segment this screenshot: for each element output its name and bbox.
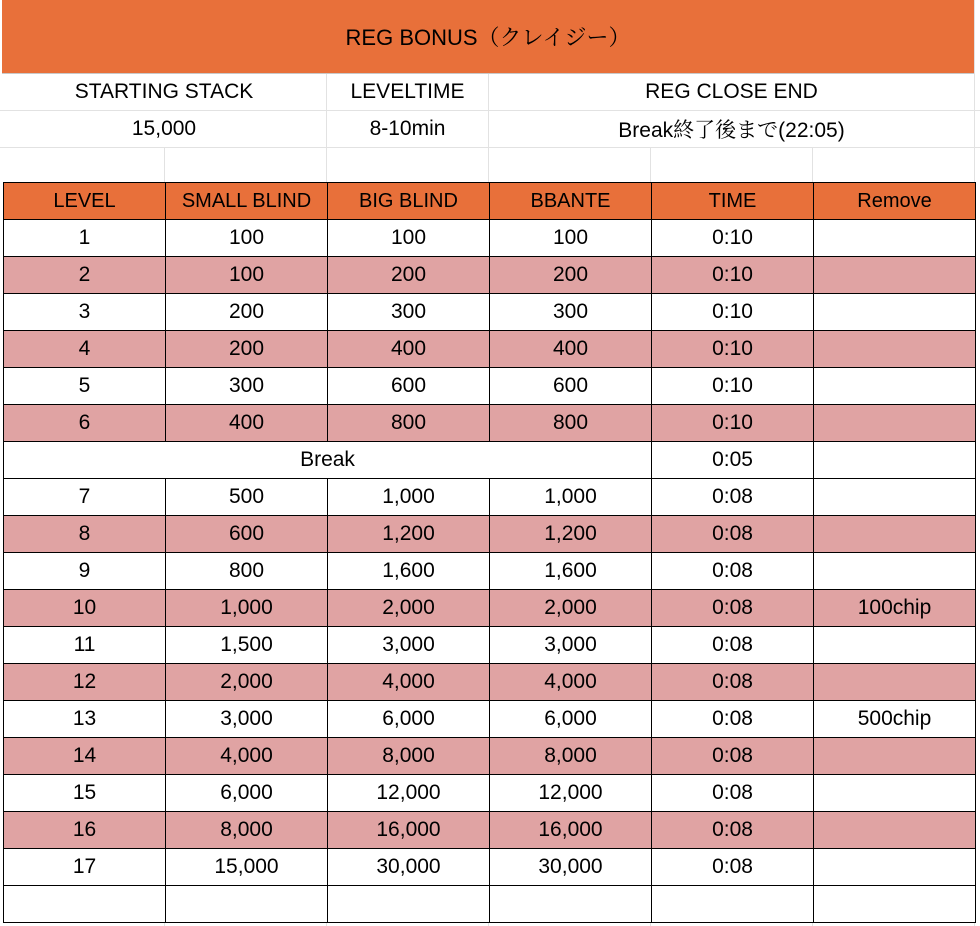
cell-level[interactable]: 9: [3, 552, 166, 590]
starting-stack-label[interactable]: STARTING STACK: [2, 74, 326, 110]
cell-level[interactable]: 11: [3, 626, 166, 664]
cell-bbante[interactable]: 100: [489, 219, 652, 257]
cell-remove[interactable]: 100chip: [813, 589, 976, 627]
cell-bbante[interactable]: 8,000: [489, 737, 652, 775]
cell-level[interactable]: 3: [3, 293, 166, 331]
cell-small-blind[interactable]: 100: [165, 219, 328, 257]
cell-bbante[interactable]: 1,200: [489, 515, 652, 553]
empty-cell[interactable]: [165, 885, 328, 923]
cell-bbante[interactable]: 600: [489, 367, 652, 405]
cell-small-blind[interactable]: 15,000: [165, 848, 328, 886]
cell-big-blind[interactable]: 6,000: [327, 700, 490, 738]
cell-big-blind[interactable]: 300: [327, 293, 490, 331]
cell-small-blind[interactable]: 8,000: [165, 811, 328, 849]
cell-level[interactable]: 8: [3, 515, 166, 553]
cell-remove[interactable]: [813, 848, 976, 886]
cell-bbante[interactable]: 3,000: [489, 626, 652, 664]
empty-cell[interactable]: [327, 885, 490, 923]
cell-time[interactable]: 0:08: [651, 626, 814, 664]
col-header-big-blind[interactable]: BIG BLIND: [327, 182, 490, 220]
cell-big-blind[interactable]: 100: [327, 219, 490, 257]
cell-level[interactable]: 14: [3, 737, 166, 775]
cell-remove[interactable]: [813, 330, 976, 368]
cell-bbante[interactable]: 300: [489, 293, 652, 331]
cell-time[interactable]: 0:10: [651, 404, 814, 442]
col-header-bbante[interactable]: BBANTE: [489, 182, 652, 220]
cell-time[interactable]: 0:10: [651, 256, 814, 294]
reg-close-value[interactable]: Break終了後まで(22:05): [489, 111, 974, 147]
cell-remove[interactable]: [813, 774, 976, 812]
cell-level[interactable]: 17: [3, 848, 166, 886]
cell-time[interactable]: 0:08: [651, 774, 814, 812]
cell-bbante[interactable]: 16,000: [489, 811, 652, 849]
cell-bbante[interactable]: 400: [489, 330, 652, 368]
cell-time[interactable]: 0:10: [651, 330, 814, 368]
cell-level[interactable]: 12: [3, 663, 166, 701]
cell-remove[interactable]: [813, 404, 976, 442]
leveltime-label[interactable]: LEVELTIME: [327, 74, 488, 110]
cell-small-blind[interactable]: 3,000: [165, 700, 328, 738]
cell-big-blind[interactable]: 200: [327, 256, 490, 294]
cell-small-blind[interactable]: 300: [165, 367, 328, 405]
cell-bbante[interactable]: 30,000: [489, 848, 652, 886]
break-remove-cell[interactable]: [813, 441, 976, 479]
cell-bbante[interactable]: 1,000: [489, 478, 652, 516]
sheet-title[interactable]: REG BONUS（クレイジー）: [2, 0, 974, 74]
leveltime-value[interactable]: 8-10min: [327, 111, 488, 147]
empty-cell[interactable]: [3, 885, 166, 923]
cell-remove[interactable]: [813, 515, 976, 553]
cell-bbante[interactable]: 6,000: [489, 700, 652, 738]
cell-remove[interactable]: [813, 663, 976, 701]
cell-remove[interactable]: [813, 367, 976, 405]
cell-big-blind[interactable]: 16,000: [327, 811, 490, 849]
break-time-cell[interactable]: 0:05: [651, 441, 814, 479]
col-header-remove[interactable]: Remove: [813, 182, 976, 220]
reg-close-label[interactable]: REG CLOSE END: [489, 74, 974, 110]
cell-level[interactable]: 13: [3, 700, 166, 738]
cell-big-blind[interactable]: 1,200: [327, 515, 490, 553]
col-header-time[interactable]: TIME: [651, 182, 814, 220]
cell-bbante[interactable]: 800: [489, 404, 652, 442]
cell-remove[interactable]: [813, 626, 976, 664]
cell-level[interactable]: 6: [3, 404, 166, 442]
cell-time[interactable]: 0:10: [651, 219, 814, 257]
cell-level[interactable]: 2: [3, 256, 166, 294]
cell-level[interactable]: 4: [3, 330, 166, 368]
cell-level[interactable]: 7: [3, 478, 166, 516]
cell-time[interactable]: 0:08: [651, 515, 814, 553]
cell-small-blind[interactable]: 800: [165, 552, 328, 590]
cell-remove[interactable]: [813, 737, 976, 775]
cell-remove[interactable]: [813, 478, 976, 516]
cell-small-blind[interactable]: 6,000: [165, 774, 328, 812]
cell-remove[interactable]: [813, 256, 976, 294]
cell-small-blind[interactable]: 1,500: [165, 626, 328, 664]
cell-small-blind[interactable]: 200: [165, 330, 328, 368]
cell-bbante[interactable]: 2,000: [489, 589, 652, 627]
cell-big-blind[interactable]: 4,000: [327, 663, 490, 701]
cell-bbante[interactable]: 200: [489, 256, 652, 294]
cell-small-blind[interactable]: 2,000: [165, 663, 328, 701]
cell-level[interactable]: 15: [3, 774, 166, 812]
cell-bbante[interactable]: 12,000: [489, 774, 652, 812]
cell-big-blind[interactable]: 1,000: [327, 478, 490, 516]
cell-big-blind[interactable]: 30,000: [327, 848, 490, 886]
col-header-level[interactable]: LEVEL: [3, 182, 166, 220]
cell-big-blind[interactable]: 400: [327, 330, 490, 368]
cell-time[interactable]: 0:08: [651, 848, 814, 886]
cell-time[interactable]: 0:08: [651, 663, 814, 701]
cell-remove[interactable]: [813, 811, 976, 849]
cell-big-blind[interactable]: 800: [327, 404, 490, 442]
cell-level[interactable]: 16: [3, 811, 166, 849]
cell-level[interactable]: 1: [3, 219, 166, 257]
col-header-small-blind[interactable]: SMALL BLIND: [165, 182, 328, 220]
cell-remove[interactable]: 500chip: [813, 700, 976, 738]
cell-big-blind[interactable]: 600: [327, 367, 490, 405]
cell-time[interactable]: 0:08: [651, 700, 814, 738]
cell-small-blind[interactable]: 500: [165, 478, 328, 516]
cell-remove[interactable]: [813, 293, 976, 331]
cell-big-blind[interactable]: 8,000: [327, 737, 490, 775]
cell-small-blind[interactable]: 200: [165, 293, 328, 331]
cell-bbante[interactable]: 1,600: [489, 552, 652, 590]
empty-cell[interactable]: [651, 885, 814, 923]
cell-level[interactable]: 5: [3, 367, 166, 405]
cell-time[interactable]: 0:10: [651, 367, 814, 405]
cell-big-blind[interactable]: 3,000: [327, 626, 490, 664]
empty-cell[interactable]: [813, 885, 976, 923]
cell-small-blind[interactable]: 400: [165, 404, 328, 442]
cell-time[interactable]: 0:08: [651, 737, 814, 775]
cell-level[interactable]: 10: [3, 589, 166, 627]
empty-cell[interactable]: [489, 885, 652, 923]
cell-small-blind[interactable]: 4,000: [165, 737, 328, 775]
cell-time[interactable]: 0:08: [651, 552, 814, 590]
cell-time[interactable]: 0:10: [651, 293, 814, 331]
break-label-cell[interactable]: Break: [3, 441, 652, 479]
cell-bbante[interactable]: 4,000: [489, 663, 652, 701]
cell-remove[interactable]: [813, 552, 976, 590]
gridline: [0, 147, 980, 148]
cell-small-blind[interactable]: 1,000: [165, 589, 328, 627]
cell-time[interactable]: 0:08: [651, 811, 814, 849]
cell-big-blind[interactable]: 1,600: [327, 552, 490, 590]
cell-remove[interactable]: [813, 219, 976, 257]
cell-big-blind[interactable]: 2,000: [327, 589, 490, 627]
cell-time[interactable]: 0:08: [651, 478, 814, 516]
cell-small-blind[interactable]: 100: [165, 256, 328, 294]
cell-big-blind[interactable]: 12,000: [327, 774, 490, 812]
cell-small-blind[interactable]: 600: [165, 515, 328, 553]
cell-time[interactable]: 0:08: [651, 589, 814, 627]
starting-stack-value[interactable]: 15,000: [2, 111, 326, 147]
